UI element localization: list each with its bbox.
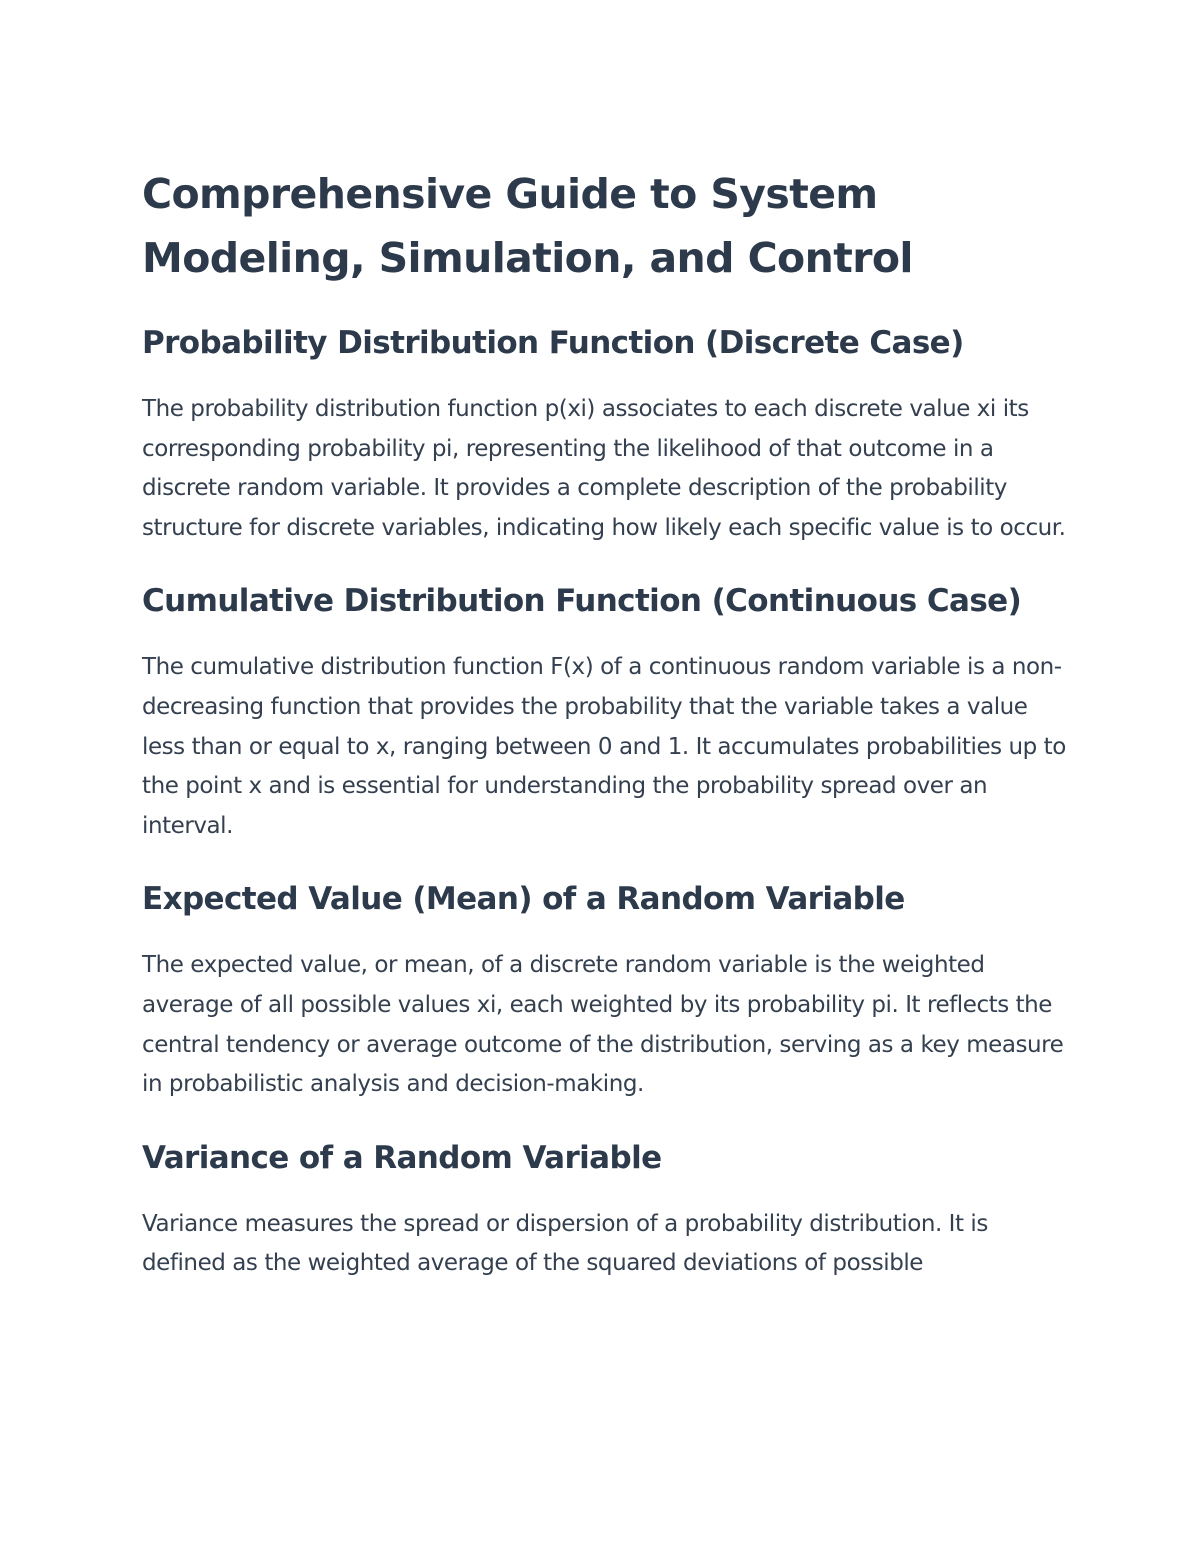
section-body-cumulative-distribution: The cumulative distribution function F(x) of a continuous random variable is a non-decreasing function that provides the probability that the variable takes a value less than or equal to x, ranging between 0 and 1. It accumulates probabilities up to the point x and is essential for understanding the probability spread over an interval. (142, 654, 1066, 839)
document-page (142, 162, 1072, 1284)
section-heading-expected-value: Expected Value (Mean) of a Random Variable (142, 881, 905, 918)
section-body-variance: Variance measures the spread or dispersion of a probability distribution. It is defined as the weighted average of the squared deviations of possible (142, 1210, 988, 1277)
section-heading-probability-distribution: Probability Distribution Function (Discrete Case) (142, 325, 964, 361)
section-heading-variance: Variance of a Random Variable (142, 1139, 662, 1176)
section-body-expected-value: The expected value, or mean, of a discrete random variable is the weighted average of all possible values xi, each weighted by its probability pi. It reflects the central tendency or average outcome of the distribution, serving as a key measure in probabilistic analysis and decision-making. (142, 952, 1064, 1098)
document-title: Comprehensive Guide to System Modeling, Simulation, and Control (142, 170, 913, 282)
section-body-probability-distribution: The probability distribution function p(xi) associates to each discrete value xi its corresponding probability pi, representing the likelihood of that outcome in a discrete random variable. It provides a complete description of the probability structure for discrete variables, indicating how likely each specific value is to occur. (142, 396, 1066, 541)
section-heading-cumulative-distribution: Cumulative Distribution Function (Continuous Case) (142, 583, 1022, 620)
